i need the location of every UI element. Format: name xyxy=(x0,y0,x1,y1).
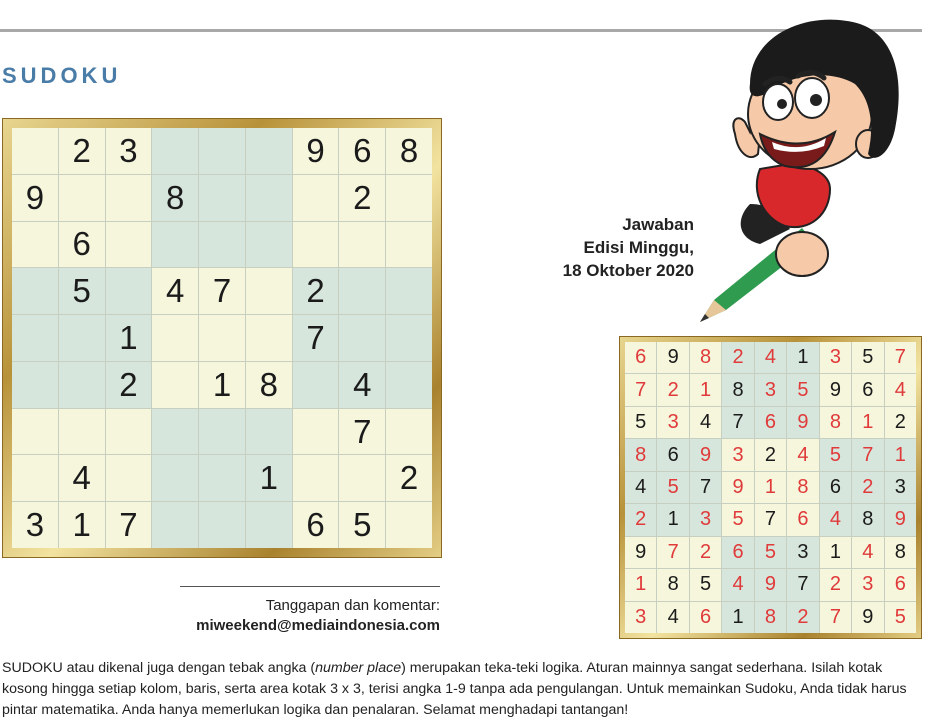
sudoku-cell: 6 xyxy=(722,537,753,568)
sudoku-cell: 8 xyxy=(722,374,753,405)
sudoku-cell[interactable] xyxy=(246,175,292,221)
sudoku-cell: 8 xyxy=(690,342,721,373)
sudoku-cell: 2 xyxy=(755,439,786,470)
sudoku-cell: 4 xyxy=(690,407,721,438)
sudoku-cell: 6 xyxy=(339,128,385,174)
sudoku-cell: 6 xyxy=(755,407,786,438)
feedback-divider xyxy=(180,586,440,587)
sudoku-cell: 9 xyxy=(755,569,786,600)
sudoku-cell: 9 xyxy=(293,128,339,174)
sudoku-cell: 8 xyxy=(755,602,786,633)
sudoku-cell: 7 xyxy=(722,407,753,438)
sudoku-cell: 9 xyxy=(12,175,58,221)
sudoku-cell: 7 xyxy=(852,439,883,470)
sudoku-cell[interactable] xyxy=(152,502,198,548)
sudoku-cell: 4 xyxy=(787,439,818,470)
sudoku-cell: 6 xyxy=(625,342,656,373)
sudoku-cell: 7 xyxy=(657,537,688,568)
sudoku-cell: 5 xyxy=(722,504,753,535)
sudoku-cell: 9 xyxy=(657,342,688,373)
sudoku-cell: 8 xyxy=(152,175,198,221)
sudoku-cell: 8 xyxy=(246,362,292,408)
sudoku-cell: 2 xyxy=(657,374,688,405)
mascot-illustration xyxy=(690,4,916,326)
sudoku-cell[interactable] xyxy=(152,362,198,408)
sudoku-cell: 7 xyxy=(690,472,721,503)
sudoku-cell: 7 xyxy=(339,409,385,455)
sudoku-cell: 3 xyxy=(820,342,851,373)
sudoku-cell[interactable] xyxy=(59,175,105,221)
sudoku-cell: 6 xyxy=(657,439,688,470)
sudoku-cell: 4 xyxy=(657,602,688,633)
sudoku-cell: 3 xyxy=(106,128,152,174)
sudoku-cell: 2 xyxy=(885,407,916,438)
answer-caption xyxy=(560,213,694,282)
sudoku-cell: 5 xyxy=(690,569,721,600)
sudoku-cell: 2 xyxy=(293,268,339,314)
sudoku-cell: 6 xyxy=(293,502,339,548)
sudoku-cell: 2 xyxy=(852,472,883,503)
sudoku-cell[interactable] xyxy=(386,175,432,221)
sudoku-cell: 7 xyxy=(820,602,851,633)
sudoku-cell: 7 xyxy=(787,569,818,600)
sudoku-cell[interactable] xyxy=(199,128,245,174)
sudoku-cell: 8 xyxy=(386,128,432,174)
sudoku-cell[interactable] xyxy=(199,175,245,221)
sudoku-cell: 1 xyxy=(722,602,753,633)
sudoku-cell: 2 xyxy=(690,537,721,568)
sudoku-cell[interactable] xyxy=(339,222,385,268)
sudoku-cell: 4 xyxy=(755,342,786,373)
sudoku-cell[interactable] xyxy=(12,362,58,408)
sudoku-cell[interactable] xyxy=(199,502,245,548)
sudoku-cell[interactable] xyxy=(339,268,385,314)
sudoku-cell[interactable] xyxy=(386,362,432,408)
sudoku-cell: 2 xyxy=(820,569,851,600)
body-text-part: SUDOKU atau dikenal juga dengan tebak angka ( xyxy=(2,660,316,676)
sudoku-cell[interactable] xyxy=(293,222,339,268)
sudoku-cell: 8 xyxy=(820,407,851,438)
sudoku-cell: 5 xyxy=(755,537,786,568)
sudoku-cell: 7 xyxy=(755,504,786,535)
feedback-block xyxy=(150,596,440,636)
sudoku-cell: 3 xyxy=(885,472,916,503)
sudoku-cell: 1 xyxy=(787,342,818,373)
feedback-label: Tanggapan dan komentar: xyxy=(265,597,440,614)
sudoku-cell: 6 xyxy=(820,472,851,503)
sudoku-cell: 2 xyxy=(386,455,432,501)
sudoku-cell: 9 xyxy=(820,374,851,405)
sudoku-cell: 6 xyxy=(690,602,721,633)
sudoku-cell[interactable] xyxy=(386,315,432,361)
sudoku-cell: 8 xyxy=(885,537,916,568)
sudoku-cell: 2 xyxy=(339,175,385,221)
sudoku-cell: 5 xyxy=(852,342,883,373)
sudoku-cell: 4 xyxy=(59,455,105,501)
sudoku-cell: 2 xyxy=(106,362,152,408)
sudoku-cell[interactable] xyxy=(293,175,339,221)
caption-line: Edisi Minggu, xyxy=(583,238,694,257)
sudoku-cell: 7 xyxy=(625,374,656,405)
sudoku-cell: 5 xyxy=(787,374,818,405)
sudoku-cell[interactable] xyxy=(106,455,152,501)
sudoku-cell: 5 xyxy=(625,407,656,438)
sudoku-cell: 1 xyxy=(199,362,245,408)
sudoku-cell[interactable] xyxy=(293,409,339,455)
sudoku-cell: 1 xyxy=(820,537,851,568)
sudoku-cell[interactable] xyxy=(152,128,198,174)
sudoku-cell: 1 xyxy=(852,407,883,438)
sudoku-cell[interactable] xyxy=(152,222,198,268)
sudoku-cell: 6 xyxy=(852,374,883,405)
sudoku-cell: 9 xyxy=(690,439,721,470)
sudoku-cell: 5 xyxy=(657,472,688,503)
sudoku-cell: 5 xyxy=(339,502,385,548)
sudoku-cell[interactable] xyxy=(293,455,339,501)
sudoku-cell[interactable] xyxy=(12,315,58,361)
sudoku-cell: 6 xyxy=(885,569,916,600)
sudoku-cell: 2 xyxy=(59,128,105,174)
sudoku-cell: 6 xyxy=(787,504,818,535)
body-text-part: ) merupakan teka-teki logika. Aturan mainnya sangat sederhana. Isilah kotak kosong hingga setiap kolom, baris, serta area kotak 3 x 3, terisi angka 1-9 tanpa ada pengulangan. Untuk memainkan Sudoku, Anda tidak harus pintar matematika. Anda hanya memerlukan logika dan penalaran. Selamat menghadapi tantangan! xyxy=(2,660,907,718)
sudoku-cell[interactable] xyxy=(59,409,105,455)
sudoku-cell[interactable] xyxy=(339,315,385,361)
sudoku-cell[interactable] xyxy=(199,222,245,268)
sudoku-cell[interactable] xyxy=(12,268,58,314)
sudoku-cell[interactable] xyxy=(199,455,245,501)
sudoku-cell[interactable] xyxy=(246,128,292,174)
sudoku-cell[interactable] xyxy=(386,268,432,314)
sudoku-cell: 2 xyxy=(625,504,656,535)
sudoku-cell: 1 xyxy=(59,502,105,548)
sudoku-cell[interactable] xyxy=(386,409,432,455)
sudoku-cell: 1 xyxy=(657,504,688,535)
sudoku-cell[interactable] xyxy=(152,315,198,361)
sudoku-cell: 9 xyxy=(885,504,916,535)
sudoku-cell[interactable] xyxy=(386,502,432,548)
page-title: SUDOKU xyxy=(2,63,122,88)
sudoku-cell: 3 xyxy=(755,374,786,405)
sudoku-cell: 7 xyxy=(106,502,152,548)
sudoku-cell: 8 xyxy=(657,569,688,600)
sudoku-cell: 8 xyxy=(625,439,656,470)
caption-line: Jawaban xyxy=(622,215,694,234)
sudoku-cell[interactable] xyxy=(152,455,198,501)
sudoku-cell: 4 xyxy=(852,537,883,568)
sudoku-cell[interactable] xyxy=(199,409,245,455)
sudoku-cell: 4 xyxy=(152,268,198,314)
sudoku-cell: 3 xyxy=(852,569,883,600)
sudoku-cell[interactable] xyxy=(386,222,432,268)
sudoku-cell: 1 xyxy=(246,455,292,501)
sudoku-cell: 3 xyxy=(787,537,818,568)
sudoku-cell: 8 xyxy=(852,504,883,535)
sudoku-cell: 2 xyxy=(722,342,753,373)
sudoku-cell[interactable] xyxy=(12,409,58,455)
sudoku-cell: 1 xyxy=(106,315,152,361)
feedback-email[interactable]: miweekend@mediaindonesia.com xyxy=(196,617,440,634)
sudoku-cell[interactable] xyxy=(59,315,105,361)
sudoku-cell: 5 xyxy=(885,602,916,633)
sudoku-cell: 1 xyxy=(625,569,656,600)
puzzle-frame xyxy=(2,118,442,558)
sudoku-cell: 7 xyxy=(885,342,916,373)
sudoku-cell: 3 xyxy=(722,439,753,470)
sudoku-cell: 1 xyxy=(755,472,786,503)
sudoku-cell[interactable] xyxy=(12,128,58,174)
answer-grid xyxy=(625,342,916,633)
sudoku-cell: 9 xyxy=(852,602,883,633)
sudoku-cell[interactable] xyxy=(12,222,58,268)
sudoku-cell[interactable] xyxy=(59,362,105,408)
sudoku-cell: 5 xyxy=(820,439,851,470)
sudoku-cell[interactable] xyxy=(339,455,385,501)
sudoku-cell[interactable] xyxy=(106,409,152,455)
sudoku-cell: 1 xyxy=(885,439,916,470)
body-paragraph xyxy=(2,658,926,721)
sudoku-cell: 4 xyxy=(722,569,753,600)
caption-line: 18 Oktober 2020 xyxy=(562,261,694,280)
answer-frame xyxy=(619,336,922,639)
puzzle-grid xyxy=(12,128,432,548)
sudoku-cell[interactable] xyxy=(106,222,152,268)
sudoku-cell: 7 xyxy=(293,315,339,361)
sudoku-cell: 5 xyxy=(59,268,105,314)
sudoku-cell: 6 xyxy=(59,222,105,268)
sudoku-cell[interactable] xyxy=(246,268,292,314)
sudoku-cell: 3 xyxy=(625,602,656,633)
sudoku-cell[interactable] xyxy=(246,222,292,268)
body-text-italic: number place xyxy=(315,660,402,676)
sudoku-cell: 1 xyxy=(690,374,721,405)
sudoku-cell[interactable] xyxy=(12,455,58,501)
sudoku-cell[interactable] xyxy=(199,315,245,361)
sudoku-cell: 4 xyxy=(339,362,385,408)
sudoku-cell: 7 xyxy=(199,268,245,314)
sudoku-cell: 8 xyxy=(787,472,818,503)
sudoku-cell[interactable] xyxy=(106,175,152,221)
sudoku-cell: 9 xyxy=(625,537,656,568)
sudoku-cell: 3 xyxy=(690,504,721,535)
sudoku-cell: 3 xyxy=(657,407,688,438)
sudoku-cell[interactable] xyxy=(246,502,292,548)
sudoku-cell: 2 xyxy=(787,602,818,633)
sudoku-cell: 3 xyxy=(12,502,58,548)
sudoku-cell[interactable] xyxy=(246,409,292,455)
sudoku-cell[interactable] xyxy=(106,268,152,314)
sudoku-cell[interactable] xyxy=(293,362,339,408)
sudoku-cell: 4 xyxy=(625,472,656,503)
sudoku-cell: 9 xyxy=(722,472,753,503)
sudoku-cell: 4 xyxy=(885,374,916,405)
sudoku-cell: 4 xyxy=(820,504,851,535)
sudoku-cell: 9 xyxy=(787,407,818,438)
sudoku-cell[interactable] xyxy=(246,315,292,361)
sudoku-cell[interactable] xyxy=(152,409,198,455)
